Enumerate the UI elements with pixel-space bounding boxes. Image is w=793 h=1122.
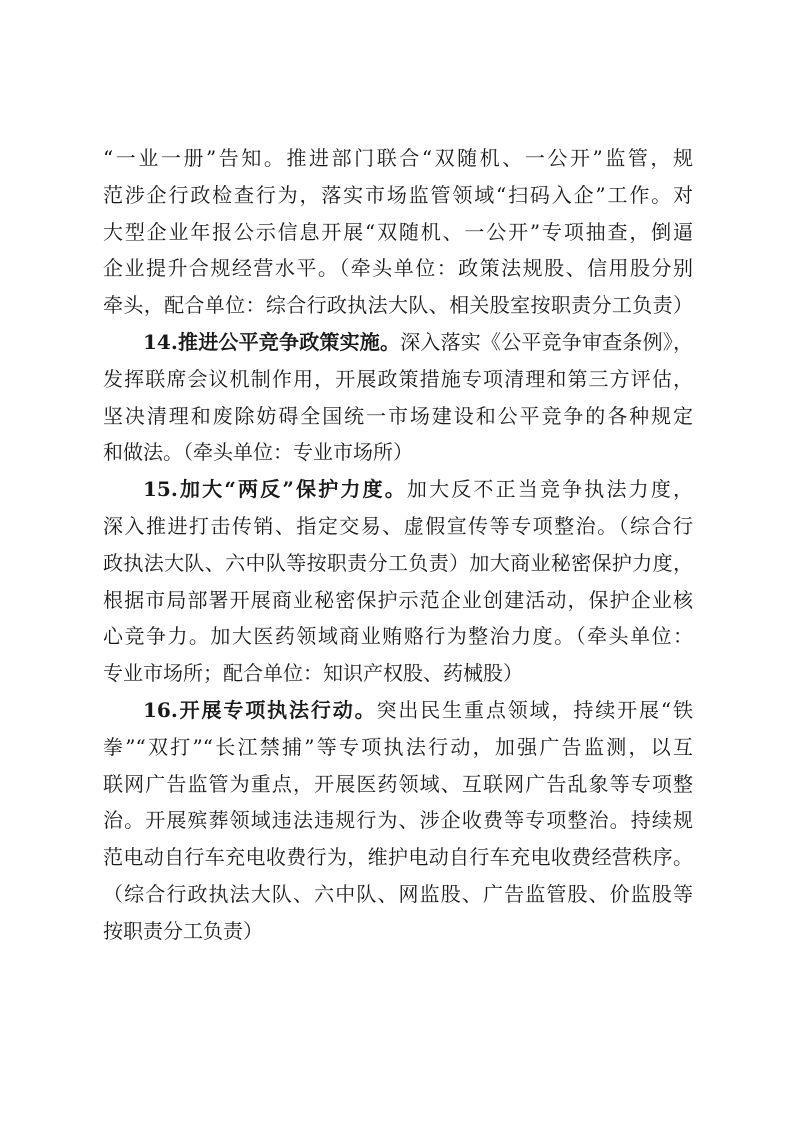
text-line: 深入推进打击传销、指定交易、虚假宣传等专项整治。（综合行 xyxy=(103,513,693,538)
paragraph-14 xyxy=(103,324,693,471)
text-line xyxy=(103,471,693,508)
text-line xyxy=(103,692,693,729)
text-line: 牵头，配合单位：综合行政执法大队、相关股室按职责分工负责） xyxy=(103,293,693,318)
document-page xyxy=(103,140,693,950)
text-line: 范涉企行政检查行为，落实市场监管领域“扫码入企”工作。对 xyxy=(103,182,693,207)
item-heading: 14.推进公平竞争政策实施。 xyxy=(143,329,401,354)
text-line: “一业一册”告知。推进部门联合“双随机、一公开”监管，规 xyxy=(103,146,693,170)
text-line: 专业市场所；配合单位：知识产权股、药械股） xyxy=(103,661,523,686)
text-run: 加大反不正当竞争执法力度， xyxy=(406,477,693,502)
text-run: 突出民生重点领域，持续开展“铁 xyxy=(376,697,693,722)
text-line: 治。开展殡葬领域违法违规行为、涉企收费等专项整治。持续规 xyxy=(103,808,693,833)
text-line: 心竞争力。加大医药领域商业贿赂行为整治力度。（牵头单位： xyxy=(103,624,693,649)
text-line: 企业提升合规经营水平。（牵头单位：政策法规股、信用股分别 xyxy=(103,256,693,281)
text-line: 拳”“双打”“长江禁捕”等专项执法行动，加强广告监测，以互 xyxy=(103,734,693,759)
text-line: 大型企业年报公示信息开展“双随机、一公开”专项抽查，倒逼 xyxy=(103,219,693,244)
text-line xyxy=(103,324,693,361)
text-line: 根据市局部署开展商业秘密保护示范企业创建活动，保护企业核 xyxy=(103,587,693,612)
text-line: 和做法。（牵头单位：专业市场所） xyxy=(103,440,413,465)
text-line: （综合行政执法大队、六中队、网监股、广告监管股、价监股等 xyxy=(103,881,693,906)
item-heading: 15.加大“两反”保护力度。 xyxy=(143,477,407,502)
text-line: 坚决清理和废除妨碍全国统一市场建设和公平竞争的各种规定 xyxy=(103,403,693,428)
paragraph-16 xyxy=(103,692,693,950)
paragraph-15 xyxy=(103,471,693,692)
paragraph-continuation xyxy=(103,140,693,324)
text-line: 联网广告监管为重点，开展医药领域、互联网广告乱象等专项整 xyxy=(103,771,693,796)
item-heading: 16.开展专项执法行动。 xyxy=(143,697,377,722)
text-run: 深入落实《公平竞争审查条例》， xyxy=(400,329,693,354)
text-line: 按职责分工负责） xyxy=(103,918,263,943)
text-line: 范电动自行车充电收费行为，维护电动自行车充电收费经营秩序。 xyxy=(103,845,693,870)
text-line: 发挥联席会议机制作用，开展政策措施专项清理和第三方评估， xyxy=(103,366,693,391)
text-line: 政执法大队、六中队等按职责分工负责）加大商业秘密保护力度， xyxy=(103,550,693,575)
